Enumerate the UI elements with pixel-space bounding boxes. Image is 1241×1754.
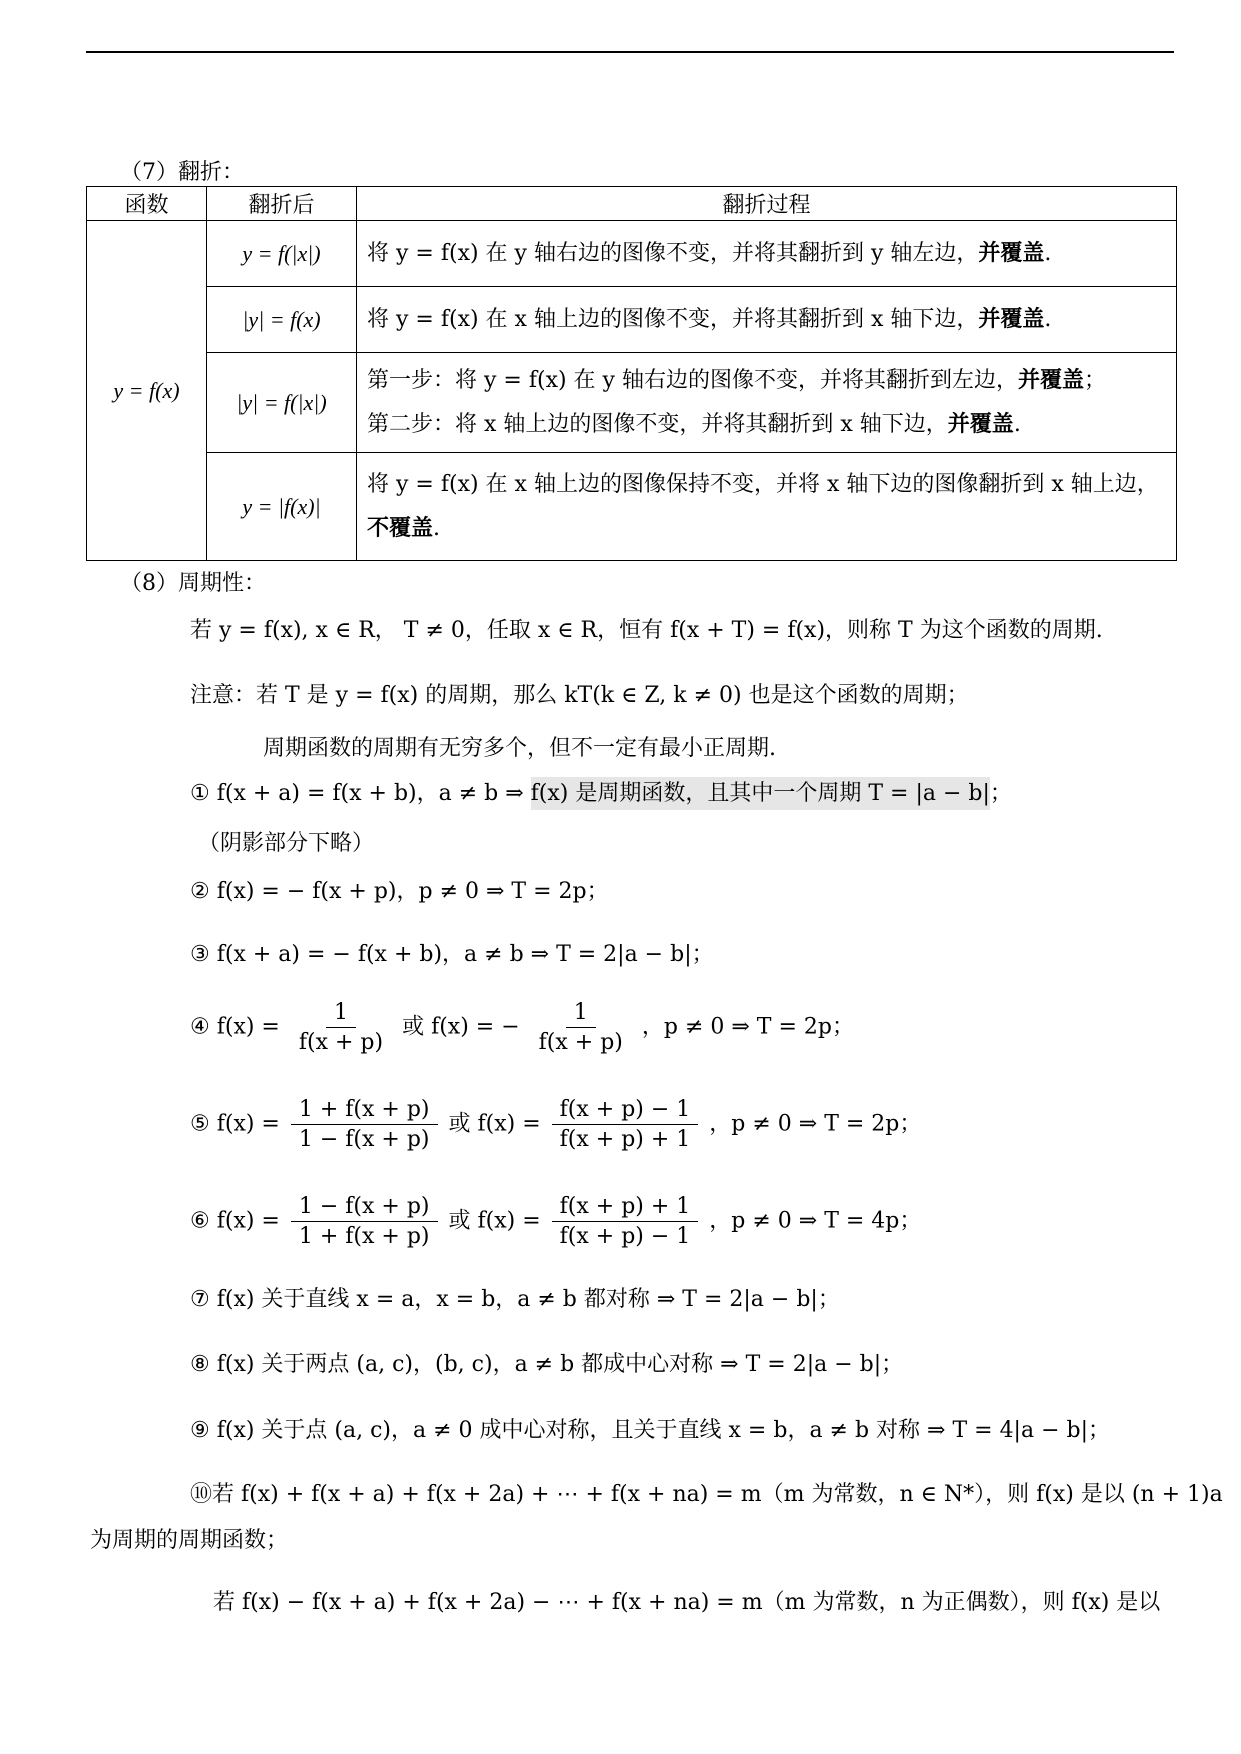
rule-4: ④ f(x) = $\frac{1}{f(x + p)}$ 或 f(x) = − $\frac{1}{f(x + p)}$ ，p ≠ 0 ⇒ T = 2p；: [190, 1000, 854, 1055]
header-rule: [86, 51, 1174, 53]
after-cell: y = f(|x|): [207, 221, 357, 287]
rule-9: ⑨ f(x) 关于点 (a, c)，a ≠ 0 成中心对称，且关于直线 x = b，a ≠ b 对称 ⇒ T = 4|a − b|；: [190, 1418, 1111, 1443]
note-line-2: 周期函数的周期有无穷多个，但不一定有最小正周期.: [263, 736, 776, 761]
section-7-title: （7）翻折：: [120, 160, 244, 185]
fraction: $\frac{f(x + p) + 1}{f(x + p) - 1}$: [552, 1194, 699, 1249]
fraction: $\frac{f(x + p) - 1}{f(x + p) + 1}$: [552, 1097, 699, 1152]
note-line-1: 注意：若 T 是 y = f(x) 的周期，那么 kT(k ∈ Z, k ≠ 0) 也是这个函数的周期；: [190, 683, 969, 708]
highlighted-conclusion: f(x) 是周期函数，且其中一个周期 T = |a − b|: [531, 777, 990, 810]
table-row: [87, 353, 1177, 453]
section-8-title: （8）周期性：: [120, 571, 266, 596]
header-function: 函数: [87, 187, 207, 221]
process-cell: 将 y = f(x) 在 y 轴右边的图像不变，并将其翻折到 y 轴左边，并覆盖.: [357, 221, 1177, 287]
folding-table: [86, 186, 1177, 561]
periodicity-definition: 若 y = f(x), x ∈ R， T ≠ 0，任取 x ∈ R，恒有 f(x + T) = f(x)，则称 T 为这个函数的周期.: [190, 618, 1103, 643]
after-cell: |y| = f(x): [207, 287, 357, 353]
rule-7: ⑦ f(x) 关于直线 x = a，x = b，a ≠ b 都对称 ⇒ T = 2|a − b|；: [190, 1287, 840, 1312]
rule-10-line-3: 若 f(x) − f(x + a) + f(x + 2a) − ⋯ + f(x + na) = m（m 为常数，n 为正偶数），则 f(x) 是以: [213, 1590, 1161, 1615]
rule-3: ③ f(x + a) = − f(x + b)，a ≠ b ⇒ T = 2|a − b|；: [190, 942, 714, 967]
process-cell: 将 y = f(x) 在 x 轴上边的图像不变，并将其翻折到 x 轴下边，并覆盖.: [357, 287, 1177, 353]
after-cell: |y| = f(|x|): [207, 353, 357, 453]
rule-1: ① f(x + a) = f(x + b)，a ≠ b ⇒ f(x) 是周期函数，且其中一个周期 T = |a − b|；: [190, 776, 1012, 807]
fraction: $\frac{1 - f(x + p)}{1 + f(x + p)}$: [291, 1194, 438, 1249]
function-cell: y = f(x): [87, 221, 207, 561]
rule-10-line-1: ⑩若 f(x) + f(x + a) + f(x + 2a) + ⋯ + f(x + na) = m（m 为常数，n ∈ N*），则 f(x) 是以 (n + 1)a: [190, 1482, 1223, 1507]
table-row: [87, 287, 1177, 353]
table-row: [87, 221, 1177, 287]
header-after: 翻折后: [207, 187, 357, 221]
rule-10-line-2: 为周期的周期函数；: [90, 1528, 289, 1553]
fraction: $\frac{1 + f(x + p)}{1 - f(x + p)}$: [291, 1097, 438, 1152]
shade-note: （阴影部分下略）: [198, 831, 375, 856]
header-process: 翻折过程: [357, 187, 1177, 221]
table-header-row: [87, 187, 1177, 221]
rule-8: ⑧ f(x) 关于两点 (a, c)，(b, c)，a ≠ b 都成中心对称 ⇒ T = 2|a − b|；: [190, 1352, 904, 1377]
rule-2: ② f(x) = − f(x + p)，p ≠ 0 ⇒ T = 2p；: [190, 879, 609, 904]
process-cell: 将 y = f(x) 在 x 轴上边的图像保持不变，并将 x 轴下边的图像翻折到 x 轴上边，不覆盖.: [357, 453, 1177, 561]
after-cell: y = |f(x)|: [207, 453, 357, 561]
process-cell: 第一步：将 y = f(x) 在 y 轴右边的图像不变，并将其翻折到左边，并覆盖； 第二步：将 x 轴上边的图像不变，并将其翻折到 x 轴下边，并覆盖.: [357, 353, 1177, 453]
rule-5: ⑤ f(x) = $\frac{1 + f(x + p)}{1 - f(x + p)}$ 或 f(x) = $\frac{f(x + p) - 1}{f(x + p) + 1}$ ，p ≠ 0 ⇒ T = 2p；: [190, 1097, 922, 1152]
table-row: [87, 453, 1177, 561]
fraction: $\frac{1}{f(x + p)}$: [298, 1000, 384, 1055]
fraction: $\frac{1}{f(x + p)}$: [538, 1000, 623, 1055]
rule-6: ⑥ f(x) = $\frac{1 - f(x + p)}{1 + f(x + p)}$ 或 f(x) = $\frac{f(x + p) + 1}{f(x + p) - 1}$ ，p ≠ 0 ⇒ T = 4p；: [190, 1194, 922, 1249]
